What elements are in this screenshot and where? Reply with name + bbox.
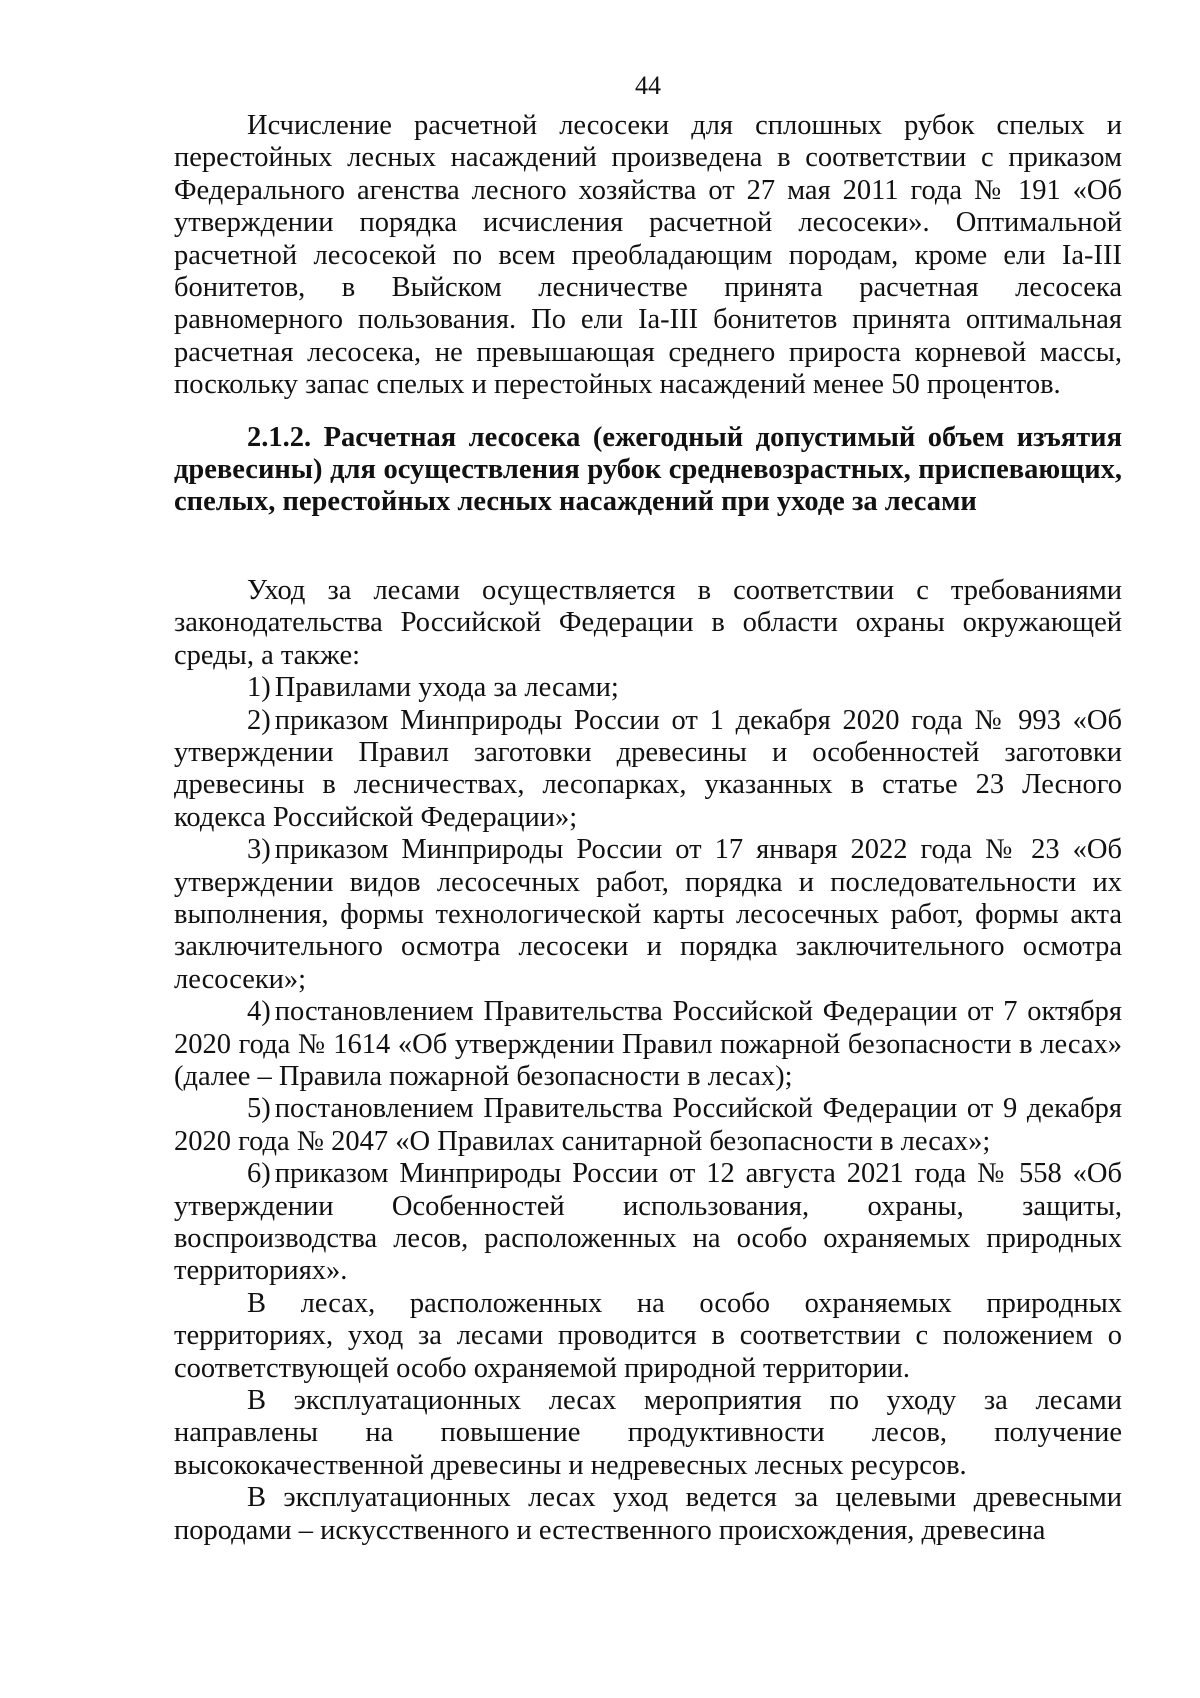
list-number: 3) <box>247 834 271 866</box>
list-number: 4) <box>247 996 271 1028</box>
list-item-text: приказом Минприроды России от 12 августа 2021 года № 558 «Об утверждении Особенностей использования, охраны, защиты, воспроизводства лесов, расположенных на особо охраняемых природных территориях». <box>174 1158 1122 1287</box>
section-heading-2-1-2: 2.1.2. Расчетная лесосека (ежегодный допустимый объем изъятия древесины) для осуществления рубок средневозрастных, приспевающих, спелых, перестойных лесных насаждений при уходе за лесами <box>174 421 1122 518</box>
list-item-text: приказом Минприроды России от 17 января 2022 года № 23 «Об утверждении видов лесосечных работ, порядка и последовательности их выполнения, формы технологической карты лесосечных работ, формы акта заключительного осмотра лесосеки и порядка заключительного осмотра лесосеки»; <box>174 834 1122 995</box>
list-item-text: постановлением Правительства Российской Федерации от 7 октября 2020 года № 1614 «Об утверждении Правил пожарной безопасности в лесах» (далее – Правила пожарной безопасности в лесах); <box>174 996 1122 1092</box>
paragraph-forest-care-intro: Уход за лесами осуществляется в соответствии с требованиями законодательства Российской Федерации в области охраны окружающей среды, а также: <box>174 574 1122 671</box>
list-item-1 <box>174 672 1122 704</box>
list-number: 5) <box>247 1093 271 1125</box>
paragraph-allowable-cut-calculation: Исчисление расчетной лесосеки для сплошных рубок спелых и перестойных лесных насаждений произведена в соответствии с приказом Федерального агенства лесного хозяйства от 27 мая 2011 года № 191 «Об утверждении порядка исчисления расчетной лесосеки». Оптимальной расчетной лесосекой по всем преобладающим породам, кроме ели Ia-III бонитетов, в Выйском лесничестве принята расчетная лесосека равномерного пользования. По ели Ia-III бонитетов принята оптимальная расчетная лесосека, не превышающая среднего прироста корневой массы, поскольку запас спелых и перестойных насаждений менее 50 процентов. <box>174 110 1122 401</box>
list-number: 6) <box>247 1158 271 1190</box>
list-number: 1) <box>247 672 271 704</box>
list-item-text: Правилами ухода за лесами; <box>274 672 619 704</box>
paragraph-protected-areas: В лесах, расположенных на особо охраняемых природных территориях, уход за лесами проводится в соответствии с положением о соответствующей особо охраняемой природной территории. <box>174 1287 1122 1384</box>
list-item-5 <box>174 1093 1122 1158</box>
list-item-3 <box>174 834 1122 996</box>
list-item-text: приказом Минприроды России от 1 декабря 2020 года № 993 «Об утверждении Правил заготовки древесины и особенностей заготовки древесины в лесничествах, лесопарках, указанных в статье 23 Лесного кодекса Российской Федерации»; <box>174 704 1122 833</box>
paragraph-exploitation-forests-target-species: В эксплуатационных лесах уход ведется за целевыми древесными породами – искусственного и естественного происхождения, древесина <box>174 1482 1122 1546</box>
list-item-text: постановлением Правительства Российской Федерации от 9 декабря 2020 года № 2047 «О Правилах санитарной безопасности в лесах»; <box>174 1093 1122 1157</box>
list-item-2 <box>174 705 1122 835</box>
page-number: 44 <box>635 71 661 100</box>
list-item-6 <box>174 1158 1122 1288</box>
document-page <box>174 70 1122 1547</box>
paragraph-exploitation-forests-goals: В эксплуатационных лесах мероприятия по уходу за лесами направлены на повышение продуктивности лесов, получение высококачественной древесины и недревесных лесных ресурсов. <box>174 1385 1122 1481</box>
list-item-4 <box>174 996 1122 1093</box>
list-number: 2) <box>247 704 271 736</box>
